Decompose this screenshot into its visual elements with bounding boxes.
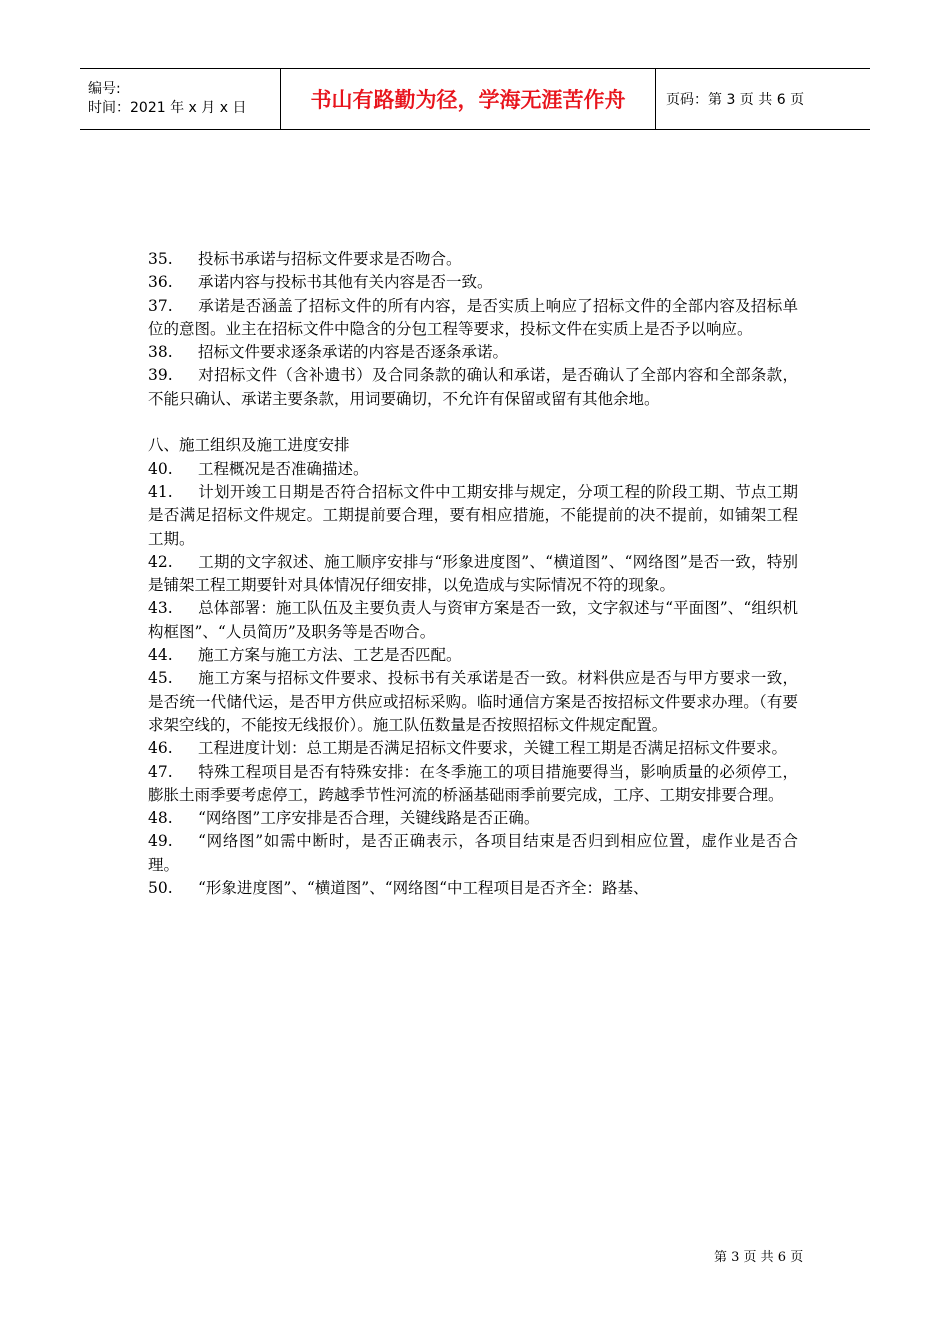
list-item — [148, 597, 798, 644]
item-text: 施工方案与招标文件要求、投标书有关承诺是否一致。材料供应是否与甲方要求一致，是否统一代储代运，是否甲方供应或招标采购。临时通信方案是否按招标文件要求办理。（有要求架空线的，不能按无线报价）。施工队伍数量是否按照招标文件规定配置。 — [148, 669, 798, 734]
item-number: 50. — [148, 879, 173, 898]
item-number: 49. — [148, 832, 173, 851]
item-text: 承诺是否涵盖了招标文件的所有内容，是否实质上响应了招标文件的全部内容及招标单位的意图。业主在招标文件中隐含的分包工程等要求，投标文件在实质上是否予以响应。 — [148, 296, 798, 338]
list-item — [148, 737, 798, 760]
list-item — [148, 295, 798, 342]
item-text: 承诺内容与投标书其他有关内容是否一致。 — [198, 273, 493, 292]
item-number: 36. — [148, 273, 173, 292]
motto-text: 书山有路勤为径，学海无涯苦作舟 — [310, 88, 626, 112]
item-number: 41. — [148, 482, 173, 501]
page-header — [80, 68, 870, 130]
item-text: 特殊工程项目是否有特殊安排：在冬季施工的项目措施要得当，影响质量的必须停工，膨胀土雨季要考虑停工，跨越季节性河流的桥涵基础雨季前要完成，工序、工期安排要合理。 — [148, 762, 798, 804]
item-number: 46. — [148, 739, 173, 758]
item-number: 44. — [148, 646, 173, 665]
item-number: 43. — [148, 599, 173, 618]
item-text: 计划开竣工日期是否符合招标文件中工期安排与规定，分项工程的阶段工期、节点工期是否满足招标文件规定。工期提前要合理，要有相应措施，不能提前的决不提前，如铺架工程工期。 — [148, 482, 798, 548]
item-text: 工期的文字叙述、施工顺序安排与“形象进度图”、“横道图”、“网络图”是否一致，特别是铺架工程工期要针对具体情况仔细安排，以免造成与实际情况不符的现象。 — [148, 552, 798, 595]
item-number: 42. — [148, 552, 173, 571]
list-item — [148, 364, 798, 411]
list-item — [148, 761, 798, 808]
item-list-1 — [148, 248, 798, 411]
header-meta — [80, 69, 281, 129]
list-item — [148, 644, 798, 667]
item-number: 48. — [148, 809, 173, 828]
list-item — [148, 667, 798, 737]
page-footer — [714, 1246, 803, 1265]
item-text: 投标书承诺与招标文件要求是否吻合。 — [198, 250, 462, 268]
item-text: 对招标文件（含补遗书）及合同条款的确认和承诺，是否确认了全部内容和全部条款，不能只确认、承诺主要条款，用词要确切，不允许有保留或留有其他余地。 — [148, 366, 798, 408]
item-number: 45. — [148, 669, 173, 688]
item-number: 40. — [148, 459, 173, 478]
item-number: 38. — [148, 343, 173, 362]
item-text: 招标文件要求逐条承诺的内容是否逐条承诺。 — [198, 343, 509, 362]
item-number: 47. — [148, 762, 173, 781]
item-number: 39. — [148, 366, 173, 385]
list-item — [148, 551, 798, 598]
section-title: 八、施工组织及施工进度安排 — [148, 436, 350, 455]
item-text: 工程进度计划：总工期是否满足招标文件要求，关键工程工期是否满足招标文件要求。 — [198, 739, 788, 758]
document-body — [148, 248, 798, 900]
item-number: 35. — [148, 250, 173, 268]
list-item — [148, 830, 798, 877]
list-item — [148, 877, 798, 900]
page-label: 页码：第 3 页 共 6 页 — [666, 92, 805, 108]
list-item — [148, 481, 798, 551]
header-page-number — [656, 69, 870, 129]
item-text: “网络图”如需中断时，是否正确表示，各项目结束是否归到相应位置，虚作业是否合理。 — [148, 832, 798, 874]
list-item — [148, 458, 798, 481]
time-label: 时间：2021 年 x 月 x 日 — [88, 100, 247, 116]
header-motto — [281, 69, 656, 129]
item-text: 工程概况是否准确描述。 — [198, 459, 369, 478]
code-label: 编号: — [88, 81, 121, 97]
footer-page-number: 第 3 页 共 6 页 — [714, 1250, 804, 1265]
item-list-2 — [148, 458, 798, 901]
item-text: “网络图”工序安排是否合理，关键线路是否正确。 — [198, 809, 540, 828]
list-item — [148, 807, 798, 830]
item-number: 37. — [148, 296, 173, 315]
list-item — [148, 341, 798, 364]
item-text: 总体部署：施工队伍及主要负责人与资审方案是否一致，文字叙述与“平面图”、“组织机构框图”、“人员简历”及职务等是否吻合。 — [148, 599, 798, 641]
item-text: 施工方案与施工方法、工艺是否匹配。 — [198, 646, 462, 665]
list-item — [148, 248, 798, 271]
item-text: “形象进度图”、“横道图”、“网络图“中工程项目是否齐全：路基、 — [198, 879, 649, 898]
list-item — [148, 271, 798, 294]
blank-line — [148, 411, 798, 434]
